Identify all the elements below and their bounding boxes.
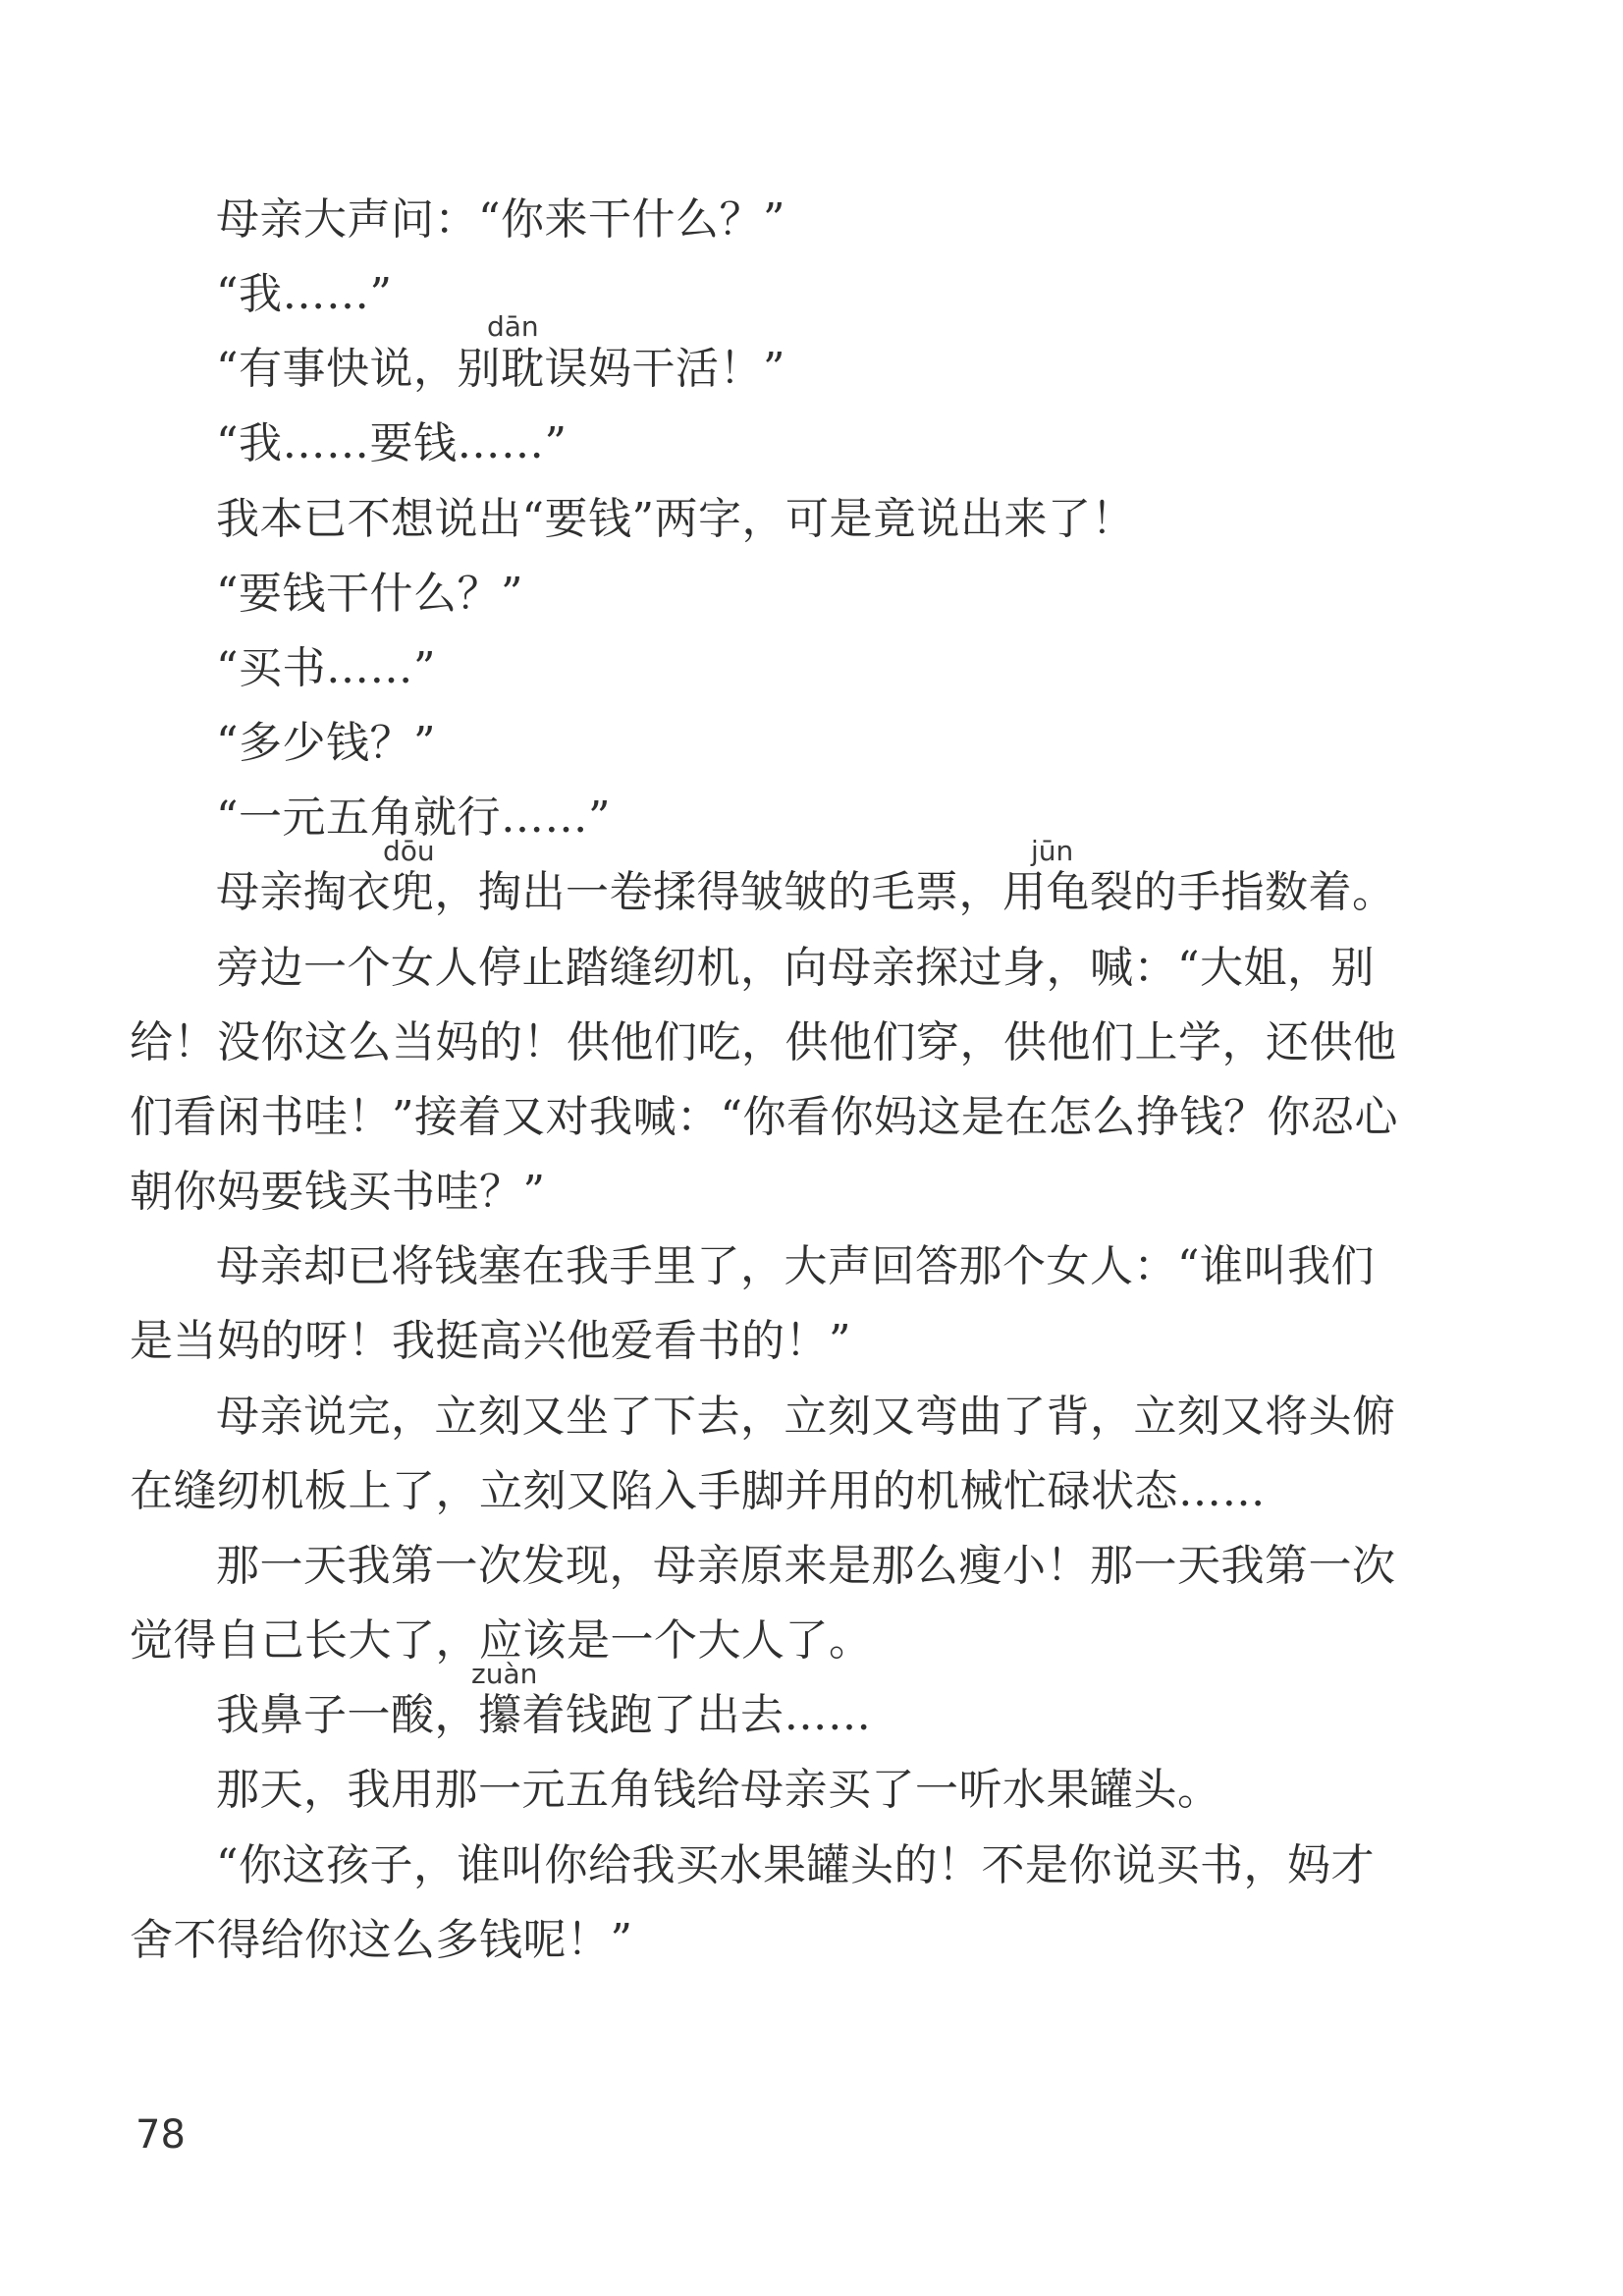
page-number: 78 — [135, 2112, 186, 2158]
pinyin-annotation: zuàn — [471, 1658, 538, 1690]
text-line: 母亲大声问：“你来干什么？” — [216, 194, 785, 245]
text-line: 母亲说完，立刻又坐了下去，立刻又弯曲了背，立刻又将头俯 — [216, 1392, 1396, 1442]
text-line: “多少钱？” — [216, 718, 436, 768]
text-line: “一元五角就行……” — [216, 793, 611, 843]
text-line: 母亲掏衣兜，掏出一卷揉得皱皱的毛票，用龟裂的手指数着。 — [216, 867, 1396, 917]
text-line: 我鼻子一酸，攥着钱跑了出去…… — [216, 1690, 872, 1740]
text-line: 朝你妈要钱买书哇？” — [130, 1167, 546, 1217]
pinyin-annotation: dōu — [383, 835, 435, 867]
text-line: 给！没你这么当妈的！供他们吃，供他们穿，供他们上学，还供他 — [130, 1017, 1397, 1067]
text-line: “我……要钱……” — [216, 418, 568, 468]
text-line: 母亲却已将钱塞在我手里了，大声回答那个女人：“谁叫我们 — [216, 1241, 1375, 1291]
text-line: “有事快说，别耽误妈干活！” — [216, 344, 785, 394]
text-line: 们看闲书哇！”接着又对我喊：“你看你妈这是在怎么挣钱？你忍心 — [130, 1092, 1398, 1142]
text-line: “要钱干什么？” — [216, 569, 523, 619]
text-line: 觉得自己长大了，应该是一个大人了。 — [130, 1615, 873, 1666]
text-line: 那天，我用那一元五角钱给母亲买了一听水果罐头。 — [216, 1765, 1221, 1815]
text-line: 那一天我第一次发现，母亲原来是那么瘦小！那一天我第一次 — [216, 1541, 1396, 1591]
pinyin-annotation: dān — [487, 310, 539, 343]
text-line: 在缝纫机板上了，立刻又陷入手脚并用的机械忙碌状态…… — [130, 1466, 1266, 1516]
text-line: 是当妈的呀！我挺高兴他爱看书的！” — [130, 1316, 851, 1366]
text-line: 我本已不想说出“要钱”两字，可是竟说出来了！ — [216, 494, 1135, 544]
text-line: “买书……” — [216, 643, 436, 693]
pinyin-annotation: jūn — [1031, 835, 1074, 867]
text-line: 舍不得给你这么多钱呢！” — [130, 1915, 633, 1965]
text-line: “你这孩子，谁叫你给我买水果罐头的！不是你说买书，妈才 — [216, 1840, 1375, 1890]
text-line: “我……” — [216, 269, 393, 319]
text-line: 旁边一个女人停止踏缝纫机，向母亲探过身，喊：“大姐，别 — [216, 943, 1375, 993]
